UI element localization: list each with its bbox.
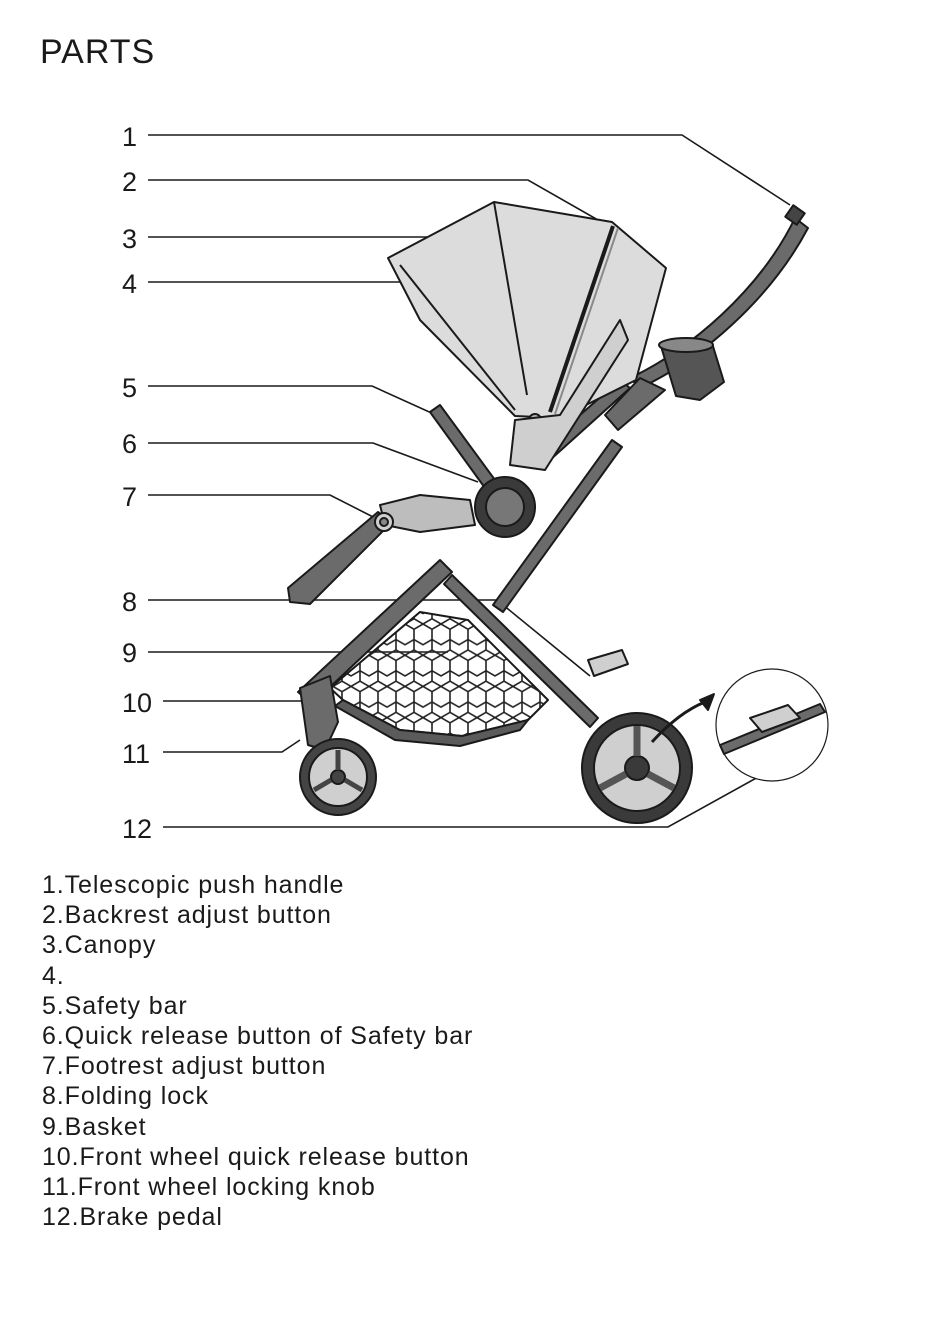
part-item-10: 10.Front wheel quick release button [42, 1142, 470, 1171]
callout-6: 6 [122, 429, 138, 459]
leader-line-7 [148, 495, 379, 520]
callout-10: 10 [122, 688, 153, 718]
callout-5: 5 [122, 373, 138, 403]
callout-3: 3 [122, 224, 138, 254]
part-item-6: 6.Quick release button of Safety bar [42, 1022, 474, 1051]
part-item-4: 4. [42, 961, 65, 990]
part-item-5: 5.Safety bar [42, 991, 188, 1020]
cup-holder-rim [659, 338, 713, 352]
part-item-11: 11.Front wheel locking knob [42, 1173, 376, 1202]
callout-11: 11 [122, 739, 151, 769]
callout-12: 12 [122, 814, 153, 844]
handle-tip [785, 205, 804, 224]
page-title: PARTS [40, 33, 156, 71]
canopy [388, 202, 666, 418]
callout-9: 9 [122, 638, 138, 668]
part-item-2: 2.Backrest adjust button [42, 901, 332, 930]
leader-line-11 [163, 740, 300, 752]
part-item-9: 9.Basket [42, 1112, 147, 1141]
leader-line-5 [148, 386, 447, 420]
part-item-8: 8.Folding lock [42, 1082, 209, 1111]
folding-lock [588, 650, 628, 676]
callout-7: 7 [122, 482, 138, 512]
part-item-1: 1.Telescopic push handle [42, 871, 345, 899]
parts-list [42, 870, 473, 1232]
callout-8: 8 [122, 587, 138, 617]
stroller-illustration [288, 202, 828, 823]
part-item-12: 12.Brake pedal [42, 1203, 223, 1232]
callout-1: 1 [122, 122, 138, 152]
seat [380, 495, 475, 532]
callout-2: 2 [122, 167, 138, 197]
part-item-3: 3.Canopy [42, 931, 157, 960]
leader-line-6 [148, 443, 478, 482]
leader-line-1 [148, 135, 790, 205]
callout-4: 4 [122, 269, 138, 299]
part-item-7: 7.Footrest adjust button [42, 1052, 327, 1081]
zoom-arrow-head [700, 694, 714, 710]
callout-numbers [122, 122, 152, 844]
